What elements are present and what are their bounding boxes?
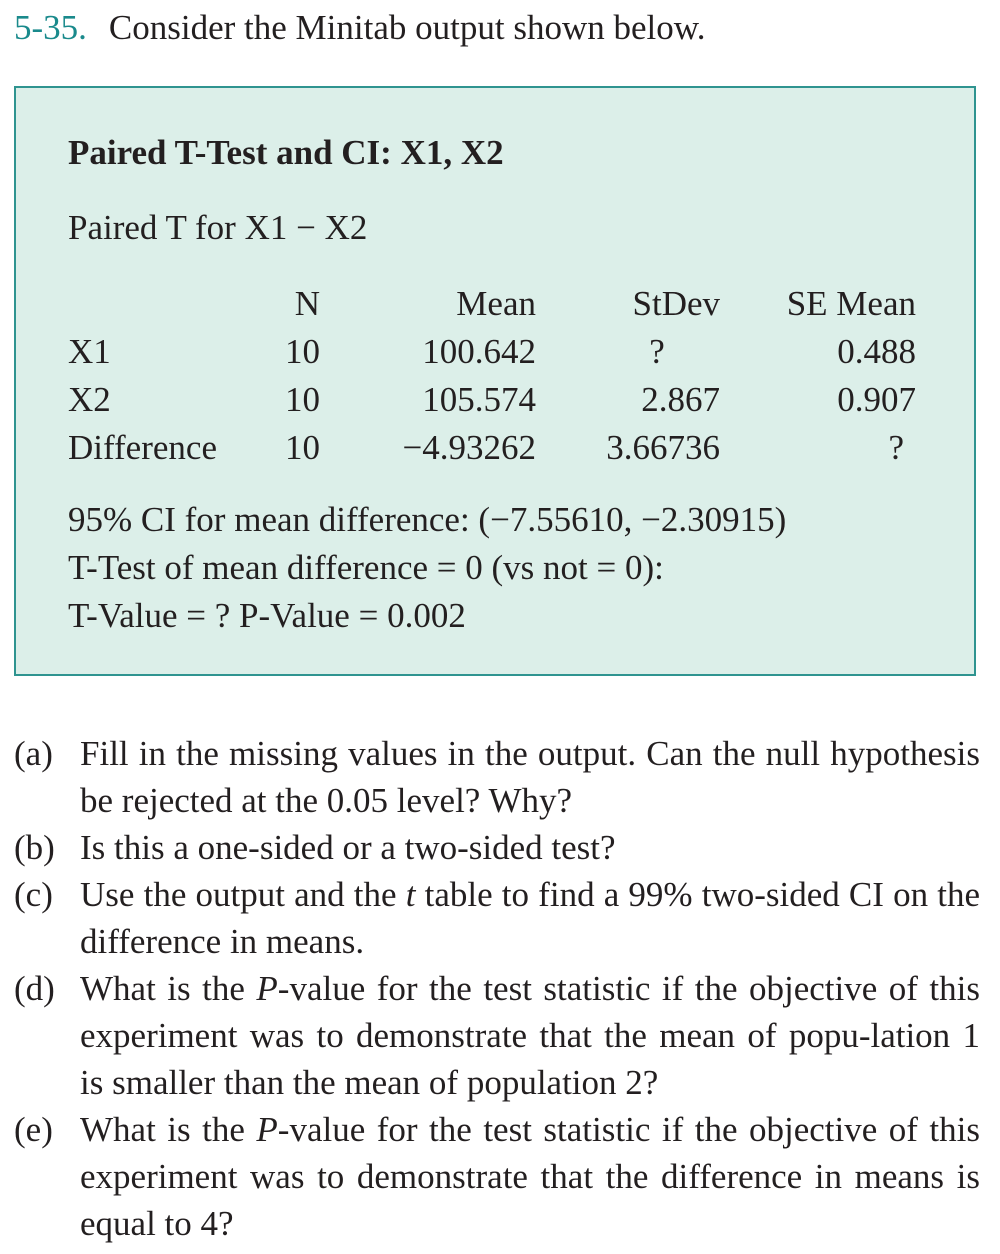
table-row [60, 376, 924, 424]
column-header: SE Mean [786, 284, 916, 323]
table-row [60, 424, 924, 472]
question-text: Fill in the missing values in the output. Can the null hypothesis be rejected at the 0.05 level? Why? [80, 734, 980, 820]
problem-number: 5-35. [14, 8, 87, 47]
cell-stdev: 3.66736 [606, 428, 720, 467]
row-label: X1 [68, 332, 111, 371]
stats-table [60, 280, 924, 472]
list-item [14, 965, 980, 1106]
cell-n: 10 [285, 428, 320, 467]
question-text: Use the output and the t table to find a 99% two-sided CI on the difference in means. [80, 875, 980, 961]
question-text: What is the P-value for the test statistic if the objective of this experiment was to demonstrate that the mean of popu-lation 1 is smaller than the mean of population 2? [80, 969, 980, 1102]
output-title: Paired T-Test and CI: X1, X2 [68, 133, 504, 172]
list-item [14, 824, 980, 871]
list-item [14, 1106, 980, 1247]
cell-mean: 100.642 [422, 332, 536, 371]
output-subtitle: Paired T for X1 − X2 [68, 208, 368, 247]
question-label: (d) [14, 969, 55, 1008]
cell-mean: 105.574 [422, 380, 536, 419]
cell-n: 10 [285, 380, 320, 419]
cell-stdev: ? [649, 332, 665, 371]
tvalue-line: T-Value = ? P-Value = 0.002 [68, 596, 466, 635]
question-label: (a) [14, 734, 53, 773]
problem-intro: Consider the Minitab output shown below. [108, 8, 706, 47]
cell-se-mean: 0.488 [837, 332, 916, 371]
question-label: (e) [14, 1110, 53, 1149]
column-header: N [294, 284, 320, 323]
column-header [60, 280, 258, 328]
question-list [14, 730, 980, 1247]
question-text: Is this a one-sided or a two-sided test? [80, 828, 616, 867]
question-label: (b) [14, 828, 55, 867]
ci-line: 95% CI for mean difference: (−7.55610, −2.30915) [68, 500, 787, 539]
minitab-output-box [14, 86, 976, 676]
cell-stdev: 2.867 [641, 380, 720, 419]
list-item [14, 730, 980, 824]
table-row [60, 328, 924, 376]
cell-mean: −4.93262 [402, 428, 536, 467]
list-item [14, 871, 980, 965]
row-label: Difference [68, 428, 217, 467]
problem-header [14, 6, 705, 50]
question-text: What is the P-value for the test statistic if the objective of this experiment was to demonstrate that the difference in means is equal to 4? [80, 1110, 980, 1243]
table-header-row [60, 280, 924, 328]
ttest-line: T-Test of mean difference = 0 (vs not = 0): [68, 548, 664, 587]
column-header: StDev [632, 284, 720, 323]
column-header: Mean [456, 284, 536, 323]
cell-n: 10 [285, 332, 320, 371]
row-label: X2 [68, 380, 111, 419]
cell-se-mean: 0.907 [837, 380, 916, 419]
test-summary [68, 496, 786, 640]
question-label: (c) [14, 875, 53, 914]
cell-se-mean: ? [888, 428, 904, 467]
